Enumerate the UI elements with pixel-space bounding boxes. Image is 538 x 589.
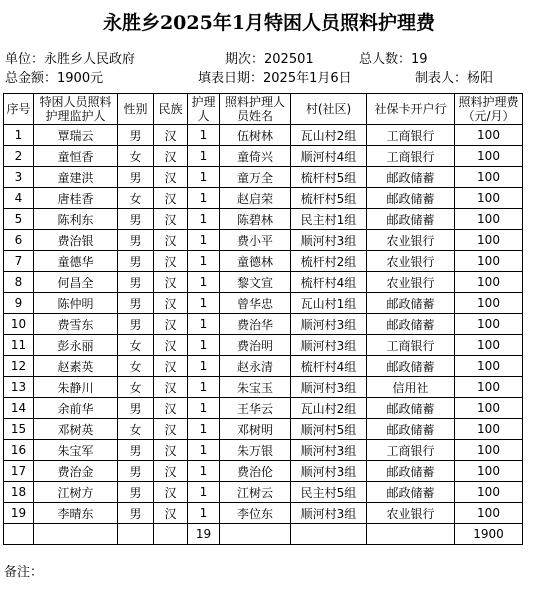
cell-gender: 女: [118, 146, 154, 167]
cell-bank: 工商银行: [367, 125, 455, 146]
cell-nurse-count: 1: [188, 398, 220, 419]
cell-guardian: 童建洪: [34, 167, 118, 188]
table-row: [4, 335, 523, 356]
cell-fee: 100: [455, 335, 523, 356]
cell-no: 1: [4, 125, 34, 146]
total-label: 总金额：: [5, 71, 58, 86]
cell-guardian: 朱宝军: [34, 440, 118, 461]
cell-guardian: 余前华: [34, 398, 118, 419]
cell-guardian: 朱静川: [34, 377, 118, 398]
date-label: 填表日期：: [198, 71, 264, 86]
table-row: [4, 293, 523, 314]
cell-guardian: 赵素英: [34, 356, 118, 377]
cell-nurse-count: 1: [188, 251, 220, 272]
cell-guardian: 彭永丽: [34, 335, 118, 356]
total-cell-gender: [118, 524, 154, 545]
cell-ethnic: 汉: [154, 377, 188, 398]
cell-bank: 工商银行: [367, 146, 455, 167]
cell-bank: 邮政储蓄: [367, 209, 455, 230]
table-row: [4, 230, 523, 251]
cell-fee: 100: [455, 419, 523, 440]
table-row: [4, 482, 523, 503]
cell-village: 顺河村3组: [291, 335, 367, 356]
cell-village: 顺河村3组: [291, 230, 367, 251]
cell-guardian: 江树方: [34, 482, 118, 503]
cell-bank: 工商银行: [367, 335, 455, 356]
cell-ethnic: 汉: [154, 356, 188, 377]
period-label: 期次：: [225, 52, 265, 67]
total-cell-guardian: [34, 524, 118, 545]
cell-guardian: 童恒香: [34, 146, 118, 167]
cell-ethnic: 汉: [154, 440, 188, 461]
cell-no: 14: [4, 398, 34, 419]
table-row: [4, 398, 523, 419]
cell-gender: 男: [118, 167, 154, 188]
cell-guardian: 童德华: [34, 251, 118, 272]
cell-fee: 100: [455, 188, 523, 209]
cell-guardian: 陈仲明: [34, 293, 118, 314]
cell-ethnic: 汉: [154, 398, 188, 419]
cell-fee: 100: [455, 482, 523, 503]
header-gender: 性别: [118, 94, 154, 125]
cell-caregiver: 童倚兴: [220, 146, 291, 167]
cell-ethnic: 汉: [154, 188, 188, 209]
cell-guardian: 何昌全: [34, 272, 118, 293]
cell-guardian: 费雪东: [34, 314, 118, 335]
cell-nurse-count: 1: [188, 335, 220, 356]
cell-gender: 男: [118, 272, 154, 293]
cell-village: 顺河村4组: [291, 146, 367, 167]
period-field: [225, 48, 314, 67]
cell-gender: 男: [118, 461, 154, 482]
count-field: [359, 48, 428, 67]
cell-fee: 100: [455, 461, 523, 482]
cell-gender: 男: [118, 482, 154, 503]
cell-village: 瓦山村1组: [291, 293, 367, 314]
cell-fee: 100: [455, 440, 523, 461]
cell-no: 9: [4, 293, 34, 314]
cell-gender: 男: [118, 293, 154, 314]
cell-bank: 邮政储蓄: [367, 188, 455, 209]
cell-bank: 邮政储蓄: [367, 419, 455, 440]
cell-ethnic: 汉: [154, 209, 188, 230]
cell-ethnic: 汉: [154, 125, 188, 146]
cell-guardian: 陈利东: [34, 209, 118, 230]
cell-village: 梳杆村2组: [291, 251, 367, 272]
date-value: 2025年1月6日: [263, 71, 352, 86]
cell-bank: 邮政储蓄: [367, 356, 455, 377]
cell-nurse-count: 1: [188, 230, 220, 251]
cell-fee: 100: [455, 377, 523, 398]
cell-bank: 邮政储蓄: [367, 314, 455, 335]
cell-nurse-count: 1: [188, 167, 220, 188]
cell-no: 8: [4, 272, 34, 293]
cell-nurse-count: 1: [188, 125, 220, 146]
cell-ethnic: 汉: [154, 146, 188, 167]
table-row: [4, 440, 523, 461]
cell-village: 顺河村3组: [291, 314, 367, 335]
total-value: 1900元: [57, 71, 104, 86]
cell-fee: 100: [455, 356, 523, 377]
cell-gender: 女: [118, 188, 154, 209]
cell-gender: 男: [118, 251, 154, 272]
cell-caregiver: 邓树明: [220, 419, 291, 440]
cell-guardian: 覃瑞云: [34, 125, 118, 146]
cell-fee: 100: [455, 314, 523, 335]
table-row: [4, 167, 523, 188]
cell-bank: 农业银行: [367, 251, 455, 272]
cell-village: 梳杆村4组: [291, 272, 367, 293]
header-no: 序号: [4, 94, 34, 125]
total-cell-caregiver: [220, 524, 291, 545]
total-cell-bank: [367, 524, 455, 545]
cell-nurse-count: 1: [188, 377, 220, 398]
cell-no: 17: [4, 461, 34, 482]
cell-gender: 男: [118, 398, 154, 419]
cell-bank: 邮政储蓄: [367, 293, 455, 314]
cell-no: 10: [4, 314, 34, 335]
cell-fee: 100: [455, 209, 523, 230]
cell-village: 瓦山村2组: [291, 125, 367, 146]
cell-village: 顺河村5组: [291, 419, 367, 440]
cell-fee: 100: [455, 167, 523, 188]
cell-bank: 信用社: [367, 377, 455, 398]
preparer-label: 制表人：: [415, 71, 468, 86]
cell-ethnic: 汉: [154, 167, 188, 188]
cell-caregiver: 朱万银: [220, 440, 291, 461]
header-bank: 社保卡开户行: [367, 94, 455, 125]
cell-ethnic: 汉: [154, 230, 188, 251]
total-cell-village: [291, 524, 367, 545]
header-ethnic: 民族: [154, 94, 188, 125]
table-row: [4, 272, 523, 293]
cell-caregiver: 曾华忠: [220, 293, 291, 314]
count-label: 总人数：: [359, 52, 412, 67]
cell-bank: 邮政储蓄: [367, 167, 455, 188]
cell-no: 12: [4, 356, 34, 377]
cell-no: 16: [4, 440, 34, 461]
page-title: 永胜乡2025年1月特困人员照料护理费: [102, 12, 436, 34]
table-row: [4, 188, 523, 209]
table-row: [4, 503, 523, 524]
cell-gender: 男: [118, 230, 154, 251]
total-cell-ethnic: [154, 524, 188, 545]
table-row: [4, 251, 523, 272]
cell-village: 梳杆村5组: [291, 188, 367, 209]
date-field: [198, 67, 352, 86]
cell-nurse-count: 1: [188, 503, 220, 524]
preparer-field: [415, 67, 493, 86]
cell-no: 2: [4, 146, 34, 167]
cell-caregiver: 朱宝玉: [220, 377, 291, 398]
cell-ethnic: 汉: [154, 419, 188, 440]
cell-bank: 工商银行: [367, 440, 455, 461]
cell-village: 顺河村3组: [291, 377, 367, 398]
cell-village: 梳杆村5组: [291, 167, 367, 188]
cell-gender: 男: [118, 503, 154, 524]
cell-no: 3: [4, 167, 34, 188]
cell-fee: 100: [455, 293, 523, 314]
unit-label: 单位：: [5, 52, 45, 67]
cell-nurse-count: 1: [188, 482, 220, 503]
cell-caregiver: 赵永清: [220, 356, 291, 377]
cell-village: 瓦山村2组: [291, 398, 367, 419]
cell-bank: 邮政储蓄: [367, 482, 455, 503]
cell-fee: 100: [455, 230, 523, 251]
cell-village: 梳杆村4组: [291, 356, 367, 377]
table-row: [4, 125, 523, 146]
table-header-row: [4, 94, 523, 125]
cell-guardian: 唐桂香: [34, 188, 118, 209]
cell-fee: 100: [455, 398, 523, 419]
table-row: [4, 209, 523, 230]
cell-caregiver: 伍树林: [220, 125, 291, 146]
cell-fee: 100: [455, 125, 523, 146]
cell-no: 5: [4, 209, 34, 230]
table-row: [4, 461, 523, 482]
header-fee: 照料护理费（元/月）: [455, 94, 523, 125]
cell-village: 顺河村3组: [291, 461, 367, 482]
cell-nurse-count: 1: [188, 440, 220, 461]
count-value: 19: [411, 52, 428, 67]
cell-gender: 男: [118, 440, 154, 461]
table-row: [4, 419, 523, 440]
cell-guardian: 李晴东: [34, 503, 118, 524]
cell-caregiver: 黎文宣: [220, 272, 291, 293]
cell-village: 顺河村3组: [291, 440, 367, 461]
cell-gender: 女: [118, 356, 154, 377]
table-row: [4, 146, 523, 167]
period-value: 202501: [264, 52, 314, 67]
cell-nurse-count: 1: [188, 209, 220, 230]
cell-gender: 女: [118, 335, 154, 356]
cell-nurse-count: 1: [188, 146, 220, 167]
cell-village: 民主村5组: [291, 482, 367, 503]
cell-no: 4: [4, 188, 34, 209]
cell-caregiver: 李位东: [220, 503, 291, 524]
cell-gender: 男: [118, 125, 154, 146]
cell-ethnic: 汉: [154, 272, 188, 293]
cell-nurse-count: 1: [188, 461, 220, 482]
cell-fee: 100: [455, 503, 523, 524]
header-guardian: 特困人员照料护理监护人: [34, 94, 118, 125]
cell-ethnic: 汉: [154, 482, 188, 503]
cell-caregiver: 童万全: [220, 167, 291, 188]
preparer-value: 杨阳: [467, 71, 494, 86]
cell-ethnic: 汉: [154, 461, 188, 482]
cell-bank: 农业银行: [367, 230, 455, 251]
cell-caregiver: 费小平: [220, 230, 291, 251]
cell-no: 7: [4, 251, 34, 272]
cell-bank: 农业银行: [367, 503, 455, 524]
cell-no: 19: [4, 503, 34, 524]
subsidy-table: [3, 93, 523, 545]
unit-field: [5, 48, 135, 67]
cell-village: 顺河村3组: [291, 503, 367, 524]
cell-nurse-count: 1: [188, 419, 220, 440]
cell-nurse-count: 1: [188, 188, 220, 209]
cell-bank: 邮政储蓄: [367, 461, 455, 482]
cell-fee: 100: [455, 272, 523, 293]
cell-nurse-count: 1: [188, 272, 220, 293]
cell-no: 6: [4, 230, 34, 251]
cell-caregiver: 费治明: [220, 335, 291, 356]
cell-nurse-count: 1: [188, 356, 220, 377]
header-village: 村(社区): [291, 94, 367, 125]
table-row: [4, 377, 523, 398]
cell-nurse-count: 1: [188, 293, 220, 314]
cell-caregiver: 费治华: [220, 314, 291, 335]
cell-guardian: 邓树英: [34, 419, 118, 440]
total-field: [5, 67, 103, 86]
header-nurse-count: 护理人: [188, 94, 220, 125]
cell-gender: 男: [118, 314, 154, 335]
cell-gender: 女: [118, 377, 154, 398]
cell-no: 18: [4, 482, 34, 503]
cell-no: 11: [4, 335, 34, 356]
cell-guardian: 费治银: [34, 230, 118, 251]
cell-caregiver: 王华云: [220, 398, 291, 419]
cell-gender: 女: [118, 419, 154, 440]
cell-ethnic: 汉: [154, 314, 188, 335]
cell-ethnic: 汉: [154, 503, 188, 524]
cell-caregiver: 江树云: [220, 482, 291, 503]
header-caregiver: 照料护理人员姓名: [220, 94, 291, 125]
cell-no: 15: [4, 419, 34, 440]
cell-caregiver: 赵启荣: [220, 188, 291, 209]
total-cell-fee: 1900: [455, 524, 523, 545]
cell-fee: 100: [455, 146, 523, 167]
cell-ethnic: 汉: [154, 335, 188, 356]
cell-caregiver: 童德林: [220, 251, 291, 272]
cell-bank: 邮政储蓄: [367, 398, 455, 419]
cell-gender: 男: [118, 209, 154, 230]
total-cell-no: [4, 524, 34, 545]
table-row: [4, 314, 523, 335]
cell-bank: 农业银行: [367, 272, 455, 293]
table-row: [4, 356, 523, 377]
remark-label: 备注：: [4, 565, 44, 580]
cell-ethnic: 汉: [154, 293, 188, 314]
cell-caregiver: 陈碧林: [220, 209, 291, 230]
cell-ethnic: 汉: [154, 251, 188, 272]
cell-caregiver: 费治伦: [220, 461, 291, 482]
unit-value: 永胜乡人民政府: [44, 52, 136, 67]
cell-village: 民主村1组: [291, 209, 367, 230]
cell-fee: 100: [455, 251, 523, 272]
cell-nurse-count: 1: [188, 314, 220, 335]
cell-guardian: 费治金: [34, 461, 118, 482]
cell-no: 13: [4, 377, 34, 398]
total-cell-nurse-count: 19: [188, 524, 220, 545]
totals-row: [4, 524, 523, 545]
